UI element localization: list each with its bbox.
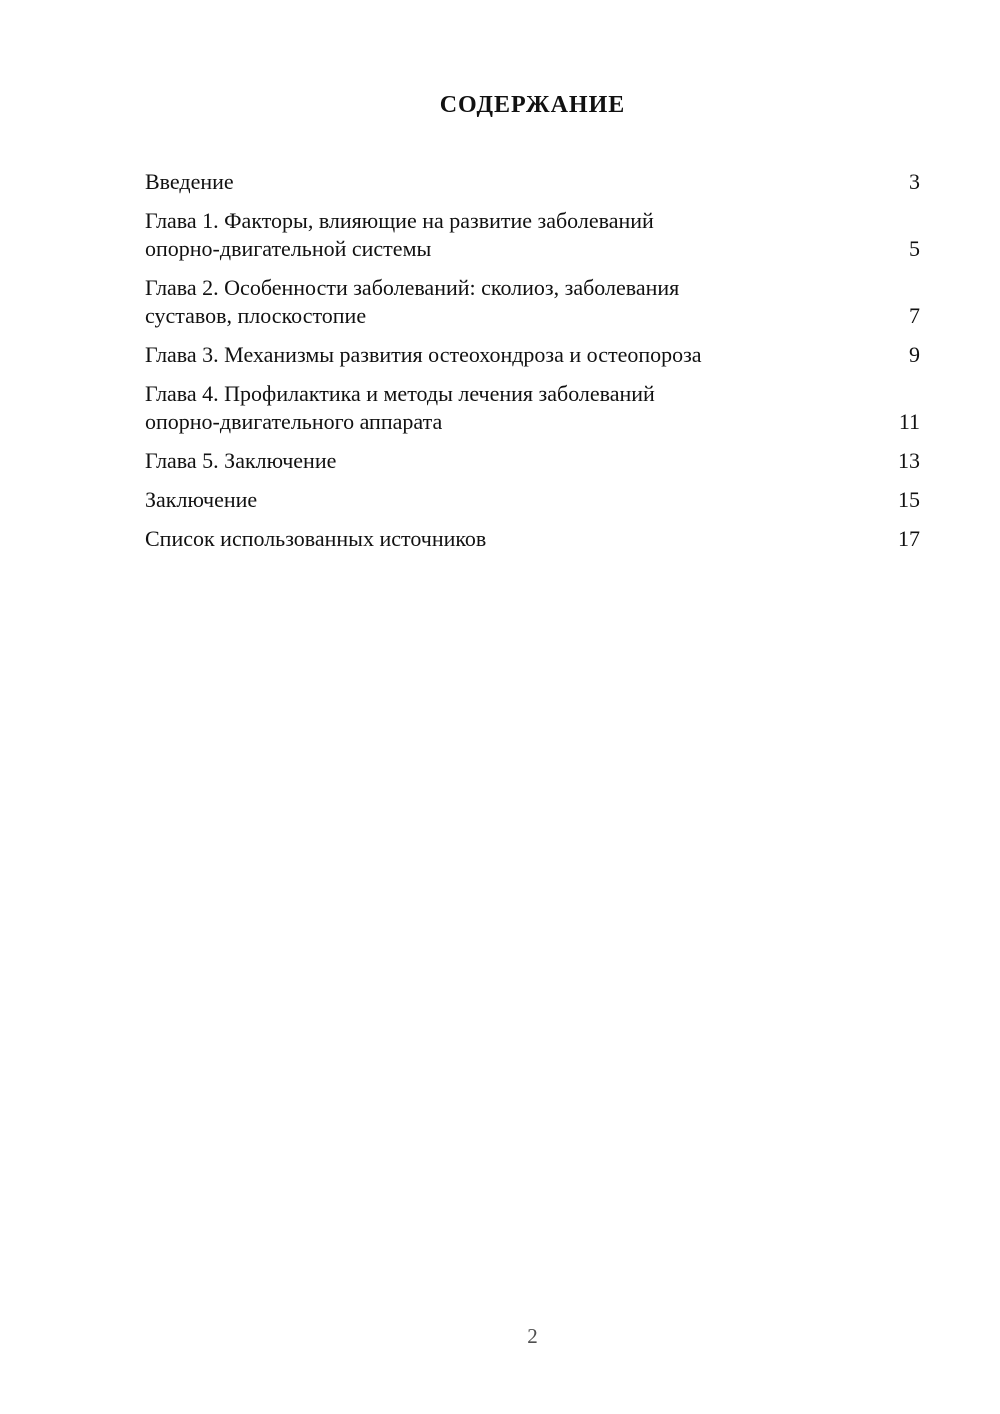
toc-entry-title: [145, 486, 257, 514]
toc-entry-page-number: 17: [898, 526, 920, 551]
table-of-contents: [145, 168, 920, 553]
toc-entry: [145, 447, 920, 475]
toc-entry-title: [145, 274, 679, 330]
toc-entry-title: [145, 447, 336, 475]
toc-entry-line: Заключение: [145, 487, 258, 512]
toc-entry-line: Глава 4. Профилактика и методы лечения заболеваний: [145, 381, 655, 406]
toc-entry-line: суставов, плоскостопие: [145, 303, 367, 328]
toc-entry-title: [145, 207, 654, 263]
toc-entry-line: Список использованных источников: [145, 526, 487, 551]
toc-entry: [145, 341, 920, 369]
toc-entry-title: [145, 525, 486, 553]
toc-entry-title: [145, 168, 234, 196]
toc-entry-line: Глава 2. Особенности заболеваний: сколиоз, заболевания: [145, 275, 680, 300]
toc-entry: [145, 274, 920, 330]
toc-entry: [145, 168, 920, 196]
toc-entry: [145, 486, 920, 514]
toc-entry: [145, 525, 920, 553]
toc-entry: [145, 207, 920, 263]
toc-entry-page-number: 5: [909, 236, 920, 261]
toc-entry-line: Глава 3. Механизмы развития остеохондроза и остеопороза: [145, 342, 702, 367]
toc-entry-title: [145, 380, 655, 436]
toc-entry: [145, 380, 920, 436]
toc-entry-page-number: 13: [898, 448, 920, 473]
toc-entry-line: опорно-двигательной системы: [145, 236, 432, 261]
toc-entry-page-number: 3: [909, 169, 920, 194]
page-title: СОДЕРЖАНИЕ: [439, 92, 626, 118]
toc-entry-title: [145, 341, 702, 369]
toc-entry-line: Глава 5. Заключение: [145, 448, 337, 473]
toc-entry-line: Глава 1. Факторы, влияющие на развитие заболеваний: [145, 208, 654, 233]
toc-entry-line: опорно-двигательного аппарата: [145, 409, 443, 434]
toc-entry-line: Введение: [145, 169, 234, 194]
toc-entry-page-number: 9: [909, 342, 920, 367]
toc-entry-page-number: 11: [898, 409, 920, 434]
toc-entry-page-number: 15: [898, 487, 920, 512]
toc-entry-page-number: 7: [909, 303, 920, 328]
footer-page-number: 2: [527, 1324, 538, 1348]
